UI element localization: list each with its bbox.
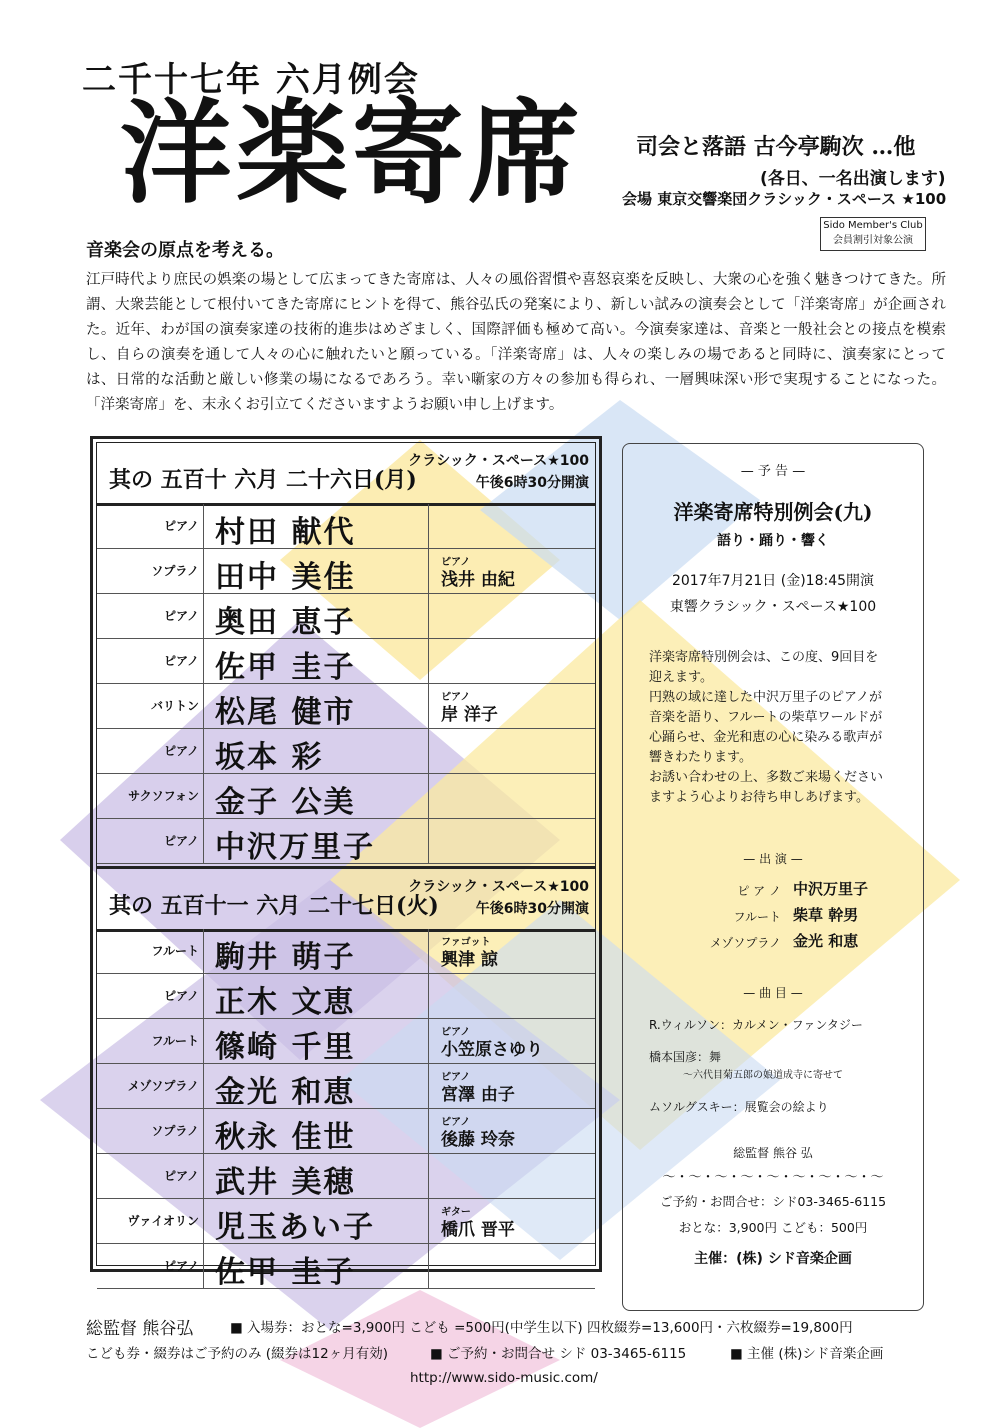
footer-url[interactable]: http://www.sido-music.com/	[410, 1370, 598, 1386]
performer-row	[97, 594, 595, 639]
preview-contact: ご予約・お問合せ：シド03-3465-6115	[659, 1194, 887, 1209]
intro-body: 江戸時代より庶民の娯楽の場として広まってきた寄席は、人々の風俗習慣や喜怒哀楽を反映し、大衆の心を強く魅きつけてきた。所謂、大衆芸能として根付いてきた寄席にヒントを得て、熊谷弘氏の発案により、新しい試みの演奏会として「洋楽寄席」が企画された。近年、わが国の演奏家達の技術的進歩はめざましく、国際評価も極めて高い。今演奏家達は、音楽と一般社会との接点を模索し、自らの演奏を通して人々の心に触れたいと願っている。「洋楽寄席」は、人々の楽しみの場であると同時に、演奏家にとっては、日常的な活動と厳しい修業の場になるであろう。幸い噺家の方々の参加も得られ、一層興味深い形で実現することになった。「洋楽寄席」を、末永くお引立てくださいますようお願い申し上げます。	[86, 272, 946, 413]
preview-desc-line: 洋楽寄席特別例会は、この度、9回目を	[649, 650, 879, 665]
cast-row	[703, 930, 903, 956]
performer-instrument: ヴァイオリン	[127, 1214, 199, 1228]
footer-note: こども券・綴券はご予約のみ (綴券は12ヶ月有効)	[86, 1346, 389, 1362]
performer-row	[97, 1199, 595, 1244]
accompanist-name: 橋爪 晋平	[441, 1220, 515, 1240]
performer-name: 秋永 佳世	[215, 1120, 356, 1155]
accompanist-instrument: ピアノ	[441, 692, 471, 703]
performer-name: 武井 美穂	[215, 1165, 356, 1200]
performer-name: 駒井 萌子	[215, 940, 356, 975]
cast-instrument: ピ ア ノ	[737, 884, 781, 898]
accompanist-instrument: ピアノ	[441, 1027, 471, 1038]
performer-row	[97, 974, 595, 1019]
performer-row	[97, 774, 595, 819]
accompanist-instrument: ピアノ	[441, 1072, 471, 1083]
cast-name: 中沢万里子	[793, 880, 869, 898]
club-note: 会員割引対象公演	[833, 235, 913, 246]
program-3: ムソルグスキー：展覧会の絵より	[649, 1100, 829, 1114]
performer-instrument: ピアノ	[163, 654, 199, 668]
preview-venue: 東響クラシック・スペース★100	[669, 599, 877, 615]
intro-heading: 音楽会の原点を考える。	[86, 240, 284, 261]
cast-instrument: フルート	[733, 910, 781, 924]
accompanist-name: 浅井 由紀	[441, 570, 515, 590]
performer-name: 金子 公美	[215, 785, 356, 820]
performer-instrument: フルート	[151, 944, 199, 958]
session-2-venue: クラシック・スペース★100	[408, 879, 589, 895]
event-title: 洋楽寄席	[120, 88, 584, 219]
preview-wave: 〜・〜・〜・〜・〜・〜・〜・〜・〜	[662, 1170, 884, 1185]
performer-name: 村田 献代	[215, 515, 356, 550]
session-1-date: 其の 五百十 六月 二十六日(月)	[109, 467, 417, 493]
club-name: Sido Member's Club	[823, 220, 923, 231]
accompanist-name: 小笠原さゆり	[441, 1040, 543, 1060]
preview-title: 洋楽寄席特別例会(九)	[673, 500, 873, 524]
session-1-venue-time	[408, 450, 589, 494]
preview-desc-line: 音楽を語り、フルートの柴草ワールドが	[649, 710, 883, 725]
session-1-header	[97, 443, 595, 506]
preview-box	[622, 443, 924, 1311]
preview-director: 総監督 熊谷 弘	[733, 1146, 813, 1160]
performer-row	[97, 504, 595, 549]
performer-name: 田中 美佳	[215, 560, 356, 595]
program-2-note: 〜六代目菊五郎の娘道成寺に寄せて	[683, 1070, 843, 1081]
performer-row	[97, 929, 595, 974]
performer-name: 松尾 健市	[215, 695, 356, 730]
performer-instrument: ピアノ	[163, 609, 199, 623]
performer-name: 佐甲 圭子	[215, 1255, 356, 1290]
cast-row	[703, 878, 903, 904]
accompanist-instrument: ピアノ	[441, 1117, 471, 1128]
preview-price: おとな：3,900円 こども：500円	[678, 1220, 868, 1235]
performer-row	[97, 684, 595, 729]
preview-desc-line: 迎えます。	[649, 670, 713, 685]
event-subtitle: 二千十七年 六月例会	[82, 60, 420, 100]
preview-desc-line: 心踊らせ、金光和恵の心に染みる歌声が	[649, 730, 883, 745]
preview-organizer: 主催：(株) シド音楽企画	[694, 1251, 852, 1267]
member-club-badge	[820, 217, 926, 251]
performer-row	[97, 1154, 595, 1199]
performer-instrument: ソプラノ	[151, 564, 199, 578]
session-1-venue: クラシック・スペース★100	[408, 453, 589, 469]
cast-name: 金光 和恵	[793, 932, 859, 950]
accompanist-name: 興津 諒	[441, 950, 498, 970]
performer-name: 金光 和恵	[215, 1075, 356, 1110]
accompanist-name: 宮澤 由子	[441, 1085, 515, 1105]
cast-label: — 出 演 —	[743, 852, 803, 866]
performer-row	[97, 1244, 595, 1289]
cast-name: 柴草 幹男	[793, 906, 859, 924]
preview-desc-line: お誘い合わせの上、多数ご来場ください	[649, 770, 884, 785]
performer-instrument: ピアノ	[163, 744, 199, 758]
preview-description	[649, 648, 883, 808]
program-label: — 曲 目 —	[743, 986, 803, 1000]
session-2-time: 午後6時30分開演	[475, 901, 589, 917]
footer-director: 総監督 熊谷弘	[86, 1319, 194, 1339]
performer-row	[97, 729, 595, 774]
session-2-venue-time	[408, 876, 589, 920]
preview-subtitle: 語り・踊り・響く	[717, 533, 829, 549]
accompanist-instrument: ファゴット	[441, 937, 491, 948]
preview-desc-line: ますよう心よりお待ち申しあげます。	[649, 790, 869, 805]
performer-instrument: メゾソプラノ	[127, 1079, 199, 1093]
performer-name: 児玉あい子	[215, 1210, 375, 1245]
accompanist-instrument: ピアノ	[441, 557, 471, 568]
session-2-header	[97, 866, 595, 932]
schedule-box	[90, 436, 602, 1290]
accompanist-name: 岸 洋子	[441, 705, 498, 725]
performer-name: 佐甲 圭子	[215, 650, 356, 685]
session-2-date: 其の 五百十一 六月 二十七日(火)	[109, 893, 439, 919]
program-2: 橋本国彦：舞	[649, 1050, 722, 1064]
preview-date: 2017年7月21日 (金)18:45開演	[671, 573, 875, 589]
performer-instrument: ピアノ	[163, 1169, 199, 1183]
performer-instrument: フルート	[151, 1034, 199, 1048]
cast-row	[703, 904, 903, 930]
performer-name: 坂本 彩	[215, 740, 324, 775]
performer-name: 奥田 恵子	[215, 605, 356, 640]
performer-row	[97, 819, 595, 864]
footer-contact: ■ ご予約・お問合せ シド 03-3465-6115	[430, 1346, 687, 1362]
performer-row	[97, 1064, 595, 1109]
performer-name: 篠崎 千里	[215, 1030, 356, 1065]
footer-tickets: ■ 入場券：おとな=3,900円 こども =500円(中学生以下) 四枚綴券=13,600円・六枚綴券=19,800円	[230, 1320, 853, 1336]
performer-name: 中沢万里子	[215, 830, 375, 865]
performer-instrument: サクソフォン	[128, 789, 199, 803]
performer-instrument: バリトン	[150, 699, 199, 713]
schedule-inner	[96, 442, 596, 1290]
preview-label: — 予 告 —	[740, 464, 806, 479]
mc-line: 司会と落語 古今亭駒次 …他	[636, 134, 916, 160]
preview-desc-line: 円熟の域に達した中沢万里子のピアノが	[649, 690, 882, 705]
performer-name: 正木 文恵	[215, 985, 356, 1020]
performer-row	[97, 639, 595, 684]
performer-instrument: ピアノ	[163, 989, 199, 1003]
performer-row	[97, 1109, 595, 1154]
cast-instrument: メゾソプラノ	[709, 936, 781, 950]
session-1-time: 午後6時30分開演	[475, 475, 589, 491]
program-1: R.ウィルソン：カルメン・ファンタジー	[649, 1018, 863, 1032]
footer-organizer: ■ 主催 (株)シド音楽企画	[730, 1346, 884, 1362]
performer-instrument: ソプラノ	[151, 1124, 199, 1138]
performer-instrument: ピアノ	[163, 834, 199, 848]
performer-instrument: ピアノ	[163, 1259, 199, 1273]
performer-row	[97, 549, 595, 594]
accompanist-instrument: ギター	[441, 1207, 471, 1218]
accompanist-name: 後藤 玲奈	[441, 1130, 515, 1150]
venue-line: 会場 東京交響楽団クラシック・スペース ★100	[622, 190, 947, 208]
cast-list	[703, 878, 903, 956]
mc-note: (各日、一名出演します)	[760, 169, 946, 189]
performer-row	[97, 1019, 595, 1064]
preview-desc-line: 響きわたります。	[649, 750, 752, 765]
performer-instrument: ピアノ	[163, 519, 199, 533]
